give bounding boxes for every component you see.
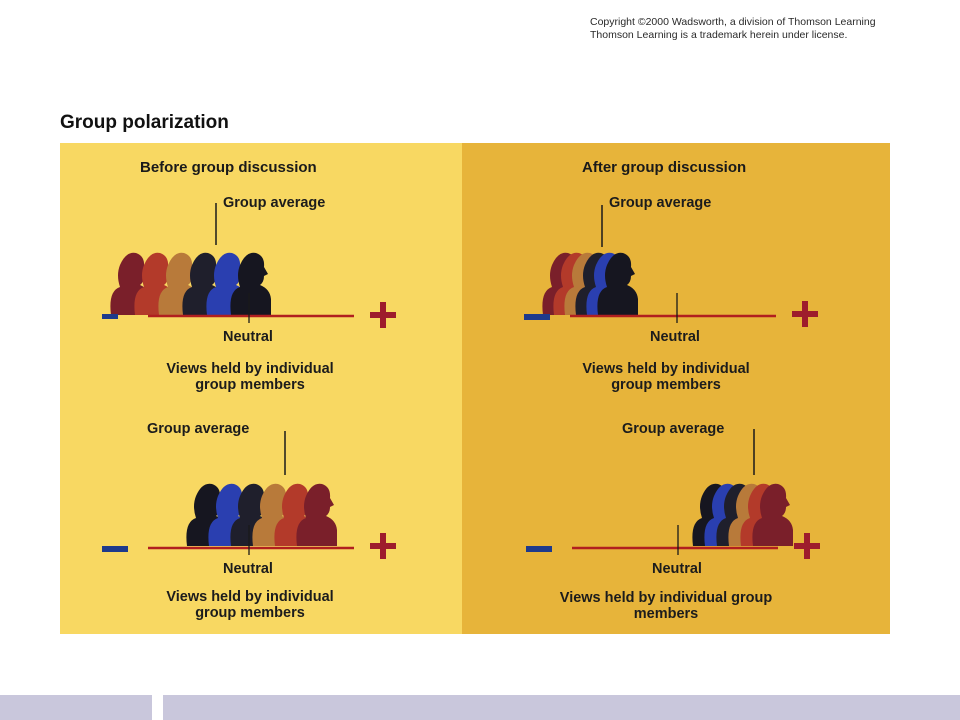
scene-after-bottom <box>462 375 890 622</box>
scene-caption <box>536 590 796 622</box>
panel-heading-after: After group discussion <box>582 159 747 176</box>
minus-sign-icon <box>102 314 118 319</box>
copyright-notice <box>590 16 876 42</box>
plus-sign-icon <box>794 533 820 559</box>
scene-caption <box>130 589 370 621</box>
group-average-label: Group average <box>609 195 712 211</box>
minus-sign-icon <box>526 546 552 552</box>
member-figures <box>110 253 271 315</box>
neutral-label: Neutral <box>223 329 273 345</box>
minus-sign-icon <box>102 546 128 552</box>
plus-sign-icon <box>370 533 396 559</box>
neutral-label: Neutral <box>223 561 273 577</box>
footer-bar-right <box>163 695 960 720</box>
panel-before-discussion <box>60 143 462 634</box>
copyright-line-1: Copyright ©2000 Wadsworth, a division of Thomson Learning <box>590 16 876 28</box>
group-average-label: Group average <box>147 421 250 437</box>
caption-line-2: group members <box>195 605 305 621</box>
plus-sign-icon <box>792 301 818 327</box>
neutral-label: Neutral <box>652 561 702 577</box>
figure-title: Group polarization <box>60 112 229 133</box>
minus-sign-icon <box>524 314 550 320</box>
copyright-line-2: Thomson Learning is a trademark herein under license. <box>590 29 848 41</box>
scene-before-bottom <box>60 375 462 621</box>
panel-after-discussion <box>462 143 890 634</box>
caption-line-2: group members <box>611 377 721 393</box>
scene-after-top <box>462 143 890 393</box>
group-average-label: Group average <box>223 195 326 211</box>
group-average-label: Group average <box>622 421 725 437</box>
scene-before-top <box>60 143 462 393</box>
member-figures <box>542 253 638 315</box>
member-figures <box>186 484 337 546</box>
footer-bar-left <box>0 695 152 720</box>
panel-heading-before: Before group discussion <box>140 159 317 176</box>
plus-sign-icon <box>370 302 396 328</box>
neutral-label: Neutral <box>650 329 700 345</box>
member-figures <box>692 484 793 546</box>
caption-line-1: Views held by individual <box>166 361 334 377</box>
caption-line-1: Views held by individual group <box>559 590 773 606</box>
caption-line-2: members <box>633 606 699 622</box>
caption-line-1: Views held by individual <box>166 589 334 605</box>
caption-line-2: group members <box>195 377 305 393</box>
caption-line-1: Views held by individual <box>582 361 750 377</box>
